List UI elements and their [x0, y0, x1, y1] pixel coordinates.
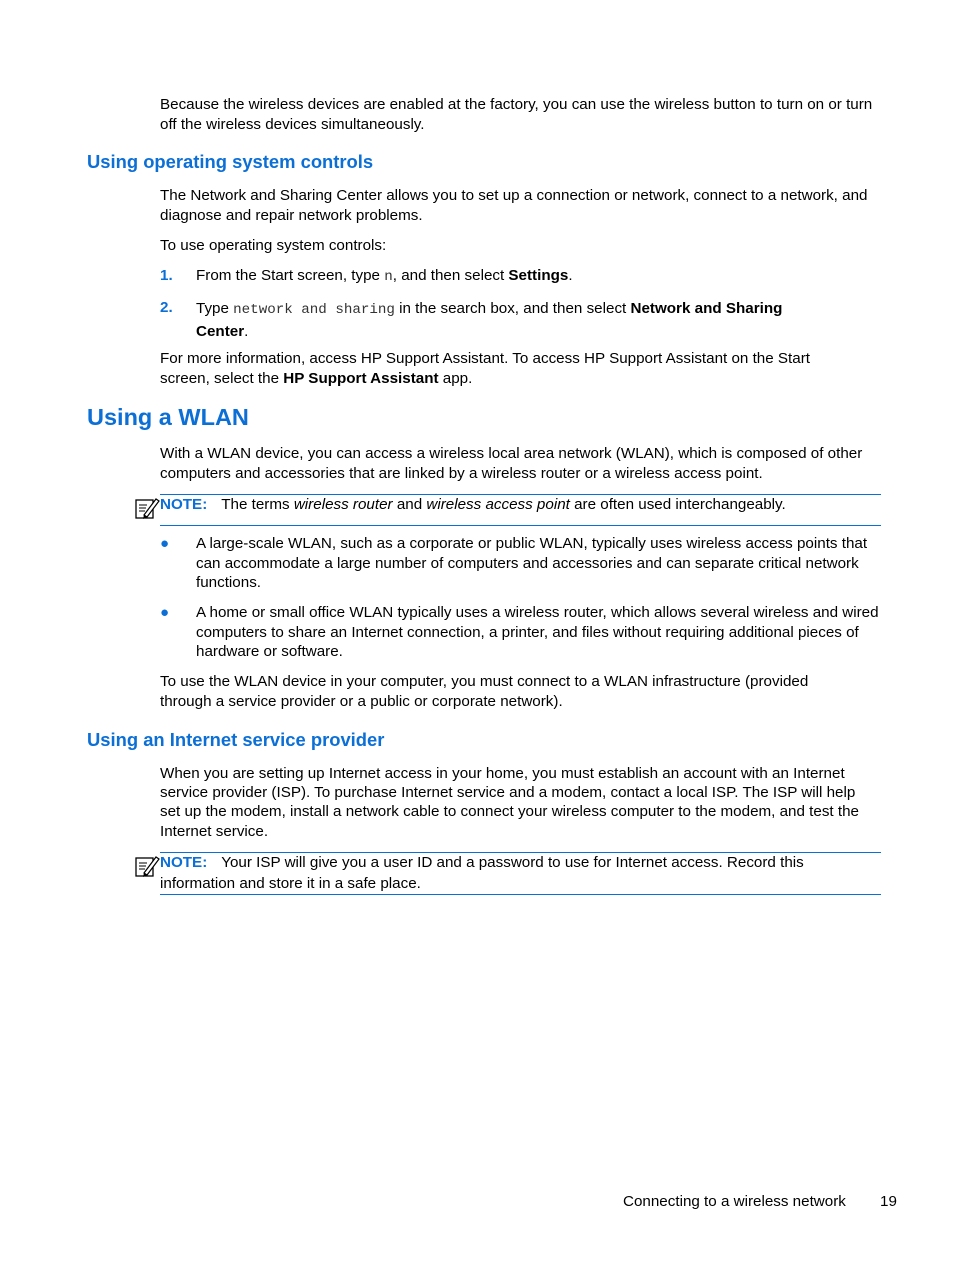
os-controls-paragraph-1: The Network and Sharing Center allows you to set up a connection or network, connect to a network, and diagnose and repair network problems. [160, 187, 868, 224]
note-mid: and [392, 496, 427, 513]
footer-page-number: 19 [880, 1193, 897, 1210]
heading-wlan: Using a WLAN [87, 404, 249, 430]
step-1-code: n [384, 269, 393, 285]
step-2-pre: Type [196, 300, 234, 317]
intro-paragraph: Because the wireless devices are enabled at the factory, you can use the wireless button to turn on or turn off the wireless devices simultaneously. [160, 96, 873, 133]
step-number: 1. [160, 267, 173, 284]
para3-pre: For more information, access HP Support Assistant. To access HP Support Assistant on the Start screen, select the [160, 350, 810, 387]
note-pre: The terms [221, 496, 294, 513]
note-label: NOTE: [160, 496, 208, 513]
os-controls-paragraph-3 [160, 349, 860, 388]
para3-post: app. [438, 369, 473, 387]
heading-os-controls: Using operating system controls [87, 151, 374, 172]
step-2-code: network and sharing [233, 302, 395, 318]
note-pencil-icon [134, 854, 160, 878]
step-1-bold: Settings [508, 267, 569, 284]
isp-paragraph-1: When you are setting up Internet access in your home, you must establish an account with an Internet service provider (ISP). To purchase Internet service and a modem, contact a local ISP. The ISP will help set up the modem, install a network cable to connect your wireless computer to the modem, and test the Internet service. [160, 765, 859, 840]
para3-bold: HP Support Assistant [283, 369, 439, 387]
step-2-mid: in the search box, and then select [394, 300, 631, 317]
bullet-item-2: A home or small office WLAN typically uses a wireless router, which allows several wireless and wired computers to share an Internet connection, a printer, and files without requiring additional pieces of hardware or software. [196, 604, 879, 661]
note-wlan [160, 494, 881, 526]
wlan-paragraph-2: To use the WLAN device in your computer, you must connect to a WLAN infrastructure (provided through a service provider or a public or corporate network). [160, 673, 809, 710]
heading-isp: Using an Internet service provider [87, 729, 385, 750]
note-post: are often used interchangeably. [569, 496, 786, 513]
note-isp [160, 852, 881, 895]
step-2-bold: Network and Sharing Center [196, 300, 783, 340]
bullet-item-1: A large-scale WLAN, such as a corporate or public WLAN, typically uses wireless access points that can accommodate a large number of computers and accessories and can separate critical network functions. [196, 535, 868, 592]
note-isp-text: Your ISP will give you a user ID and a password to use for Internet access. Record this information and store it in a safe place. [160, 854, 804, 892]
note-em-access-point: wireless access point [426, 496, 570, 513]
footer-section-title: Connecting to a wireless network [623, 1193, 846, 1210]
step-1-post: . [568, 267, 573, 284]
bullet-icon: ● [160, 535, 170, 552]
step-1-mid: , and then select [392, 267, 509, 284]
note-label: NOTE: [160, 854, 208, 871]
wlan-paragraph-1: With a WLAN device, you can access a wireless local area network (WLAN), which is composed of other computers and accessories that are linked by a wireless router or a wireless access point. [160, 445, 863, 482]
bullet-icon: ● [160, 604, 170, 621]
step-1 [196, 266, 884, 288]
step-number: 2. [160, 299, 173, 316]
step-1-pre: From the Start screen, type [196, 267, 385, 284]
note-pencil-icon [134, 496, 160, 520]
os-controls-paragraph-2: To use operating system controls: [160, 237, 387, 254]
step-2-post: . [244, 323, 249, 340]
note-em-router: wireless router [293, 496, 393, 513]
step-2 [196, 298, 836, 342]
